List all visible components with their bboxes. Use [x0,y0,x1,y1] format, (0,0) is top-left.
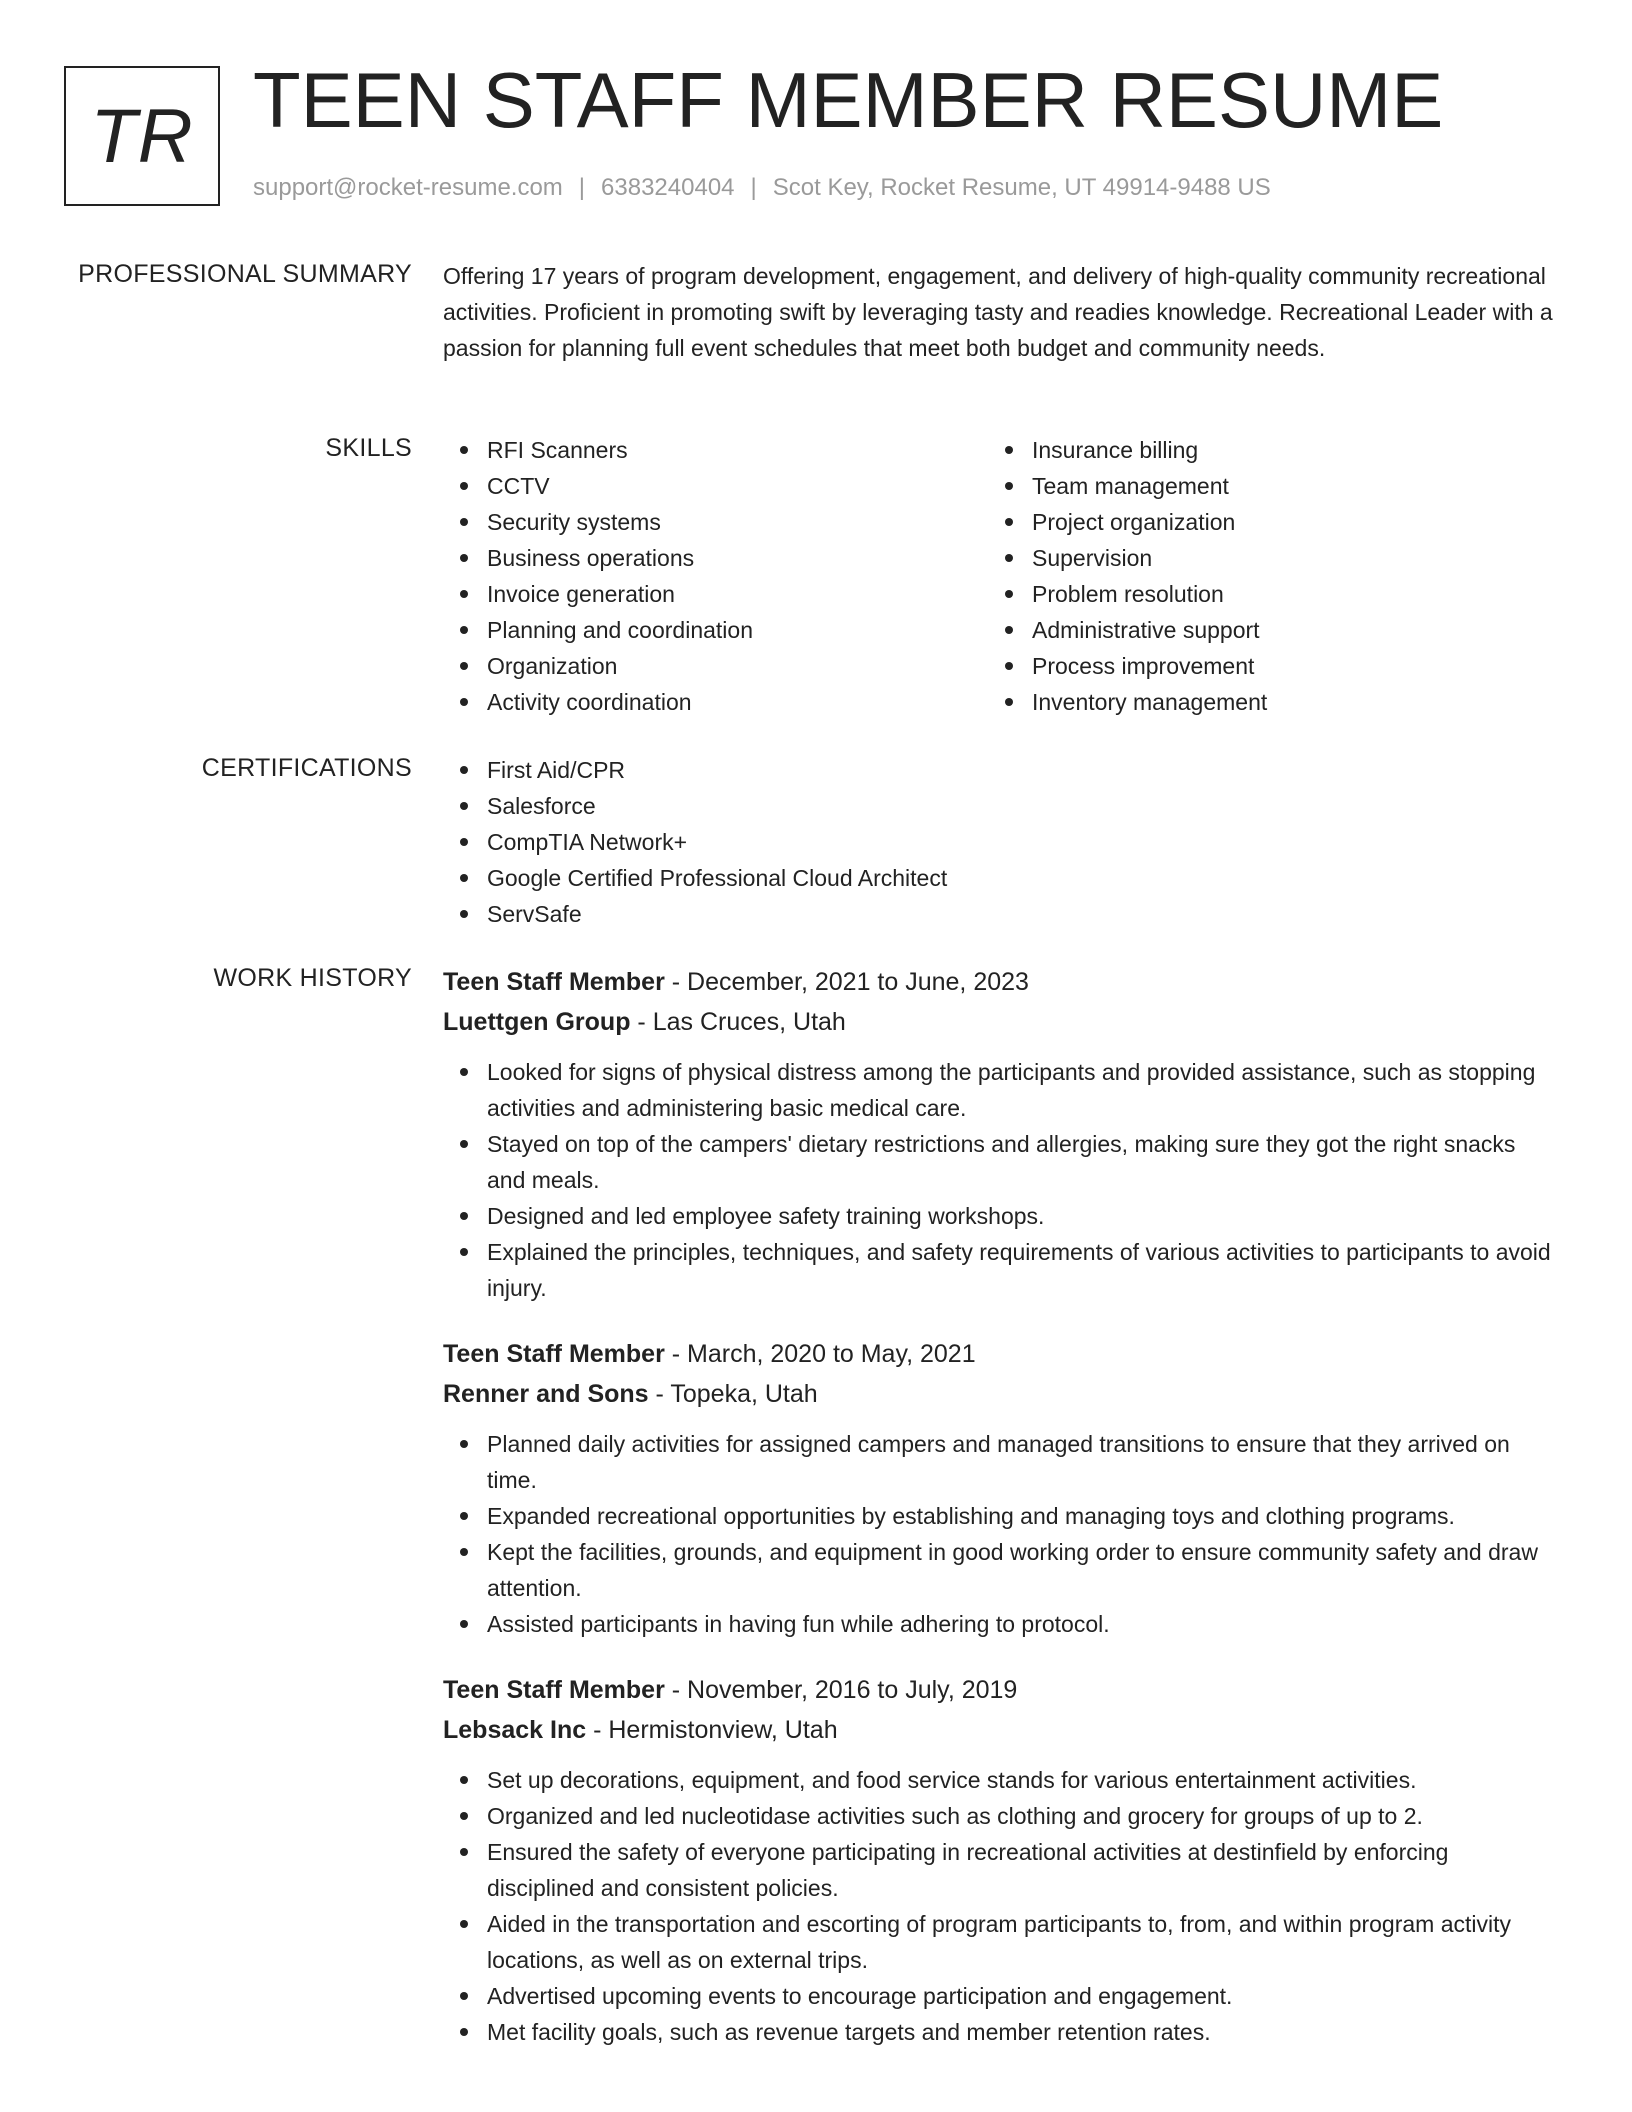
job-title-line [443,1334,1558,1374]
job-title-line [443,962,1558,1002]
job-company: Renner and Sons [443,1380,649,1408]
job-duty-item: Expanded recreational opportunities by establishing and managing toys and clothing programs. [487,1498,1558,1534]
phone-number: 6383240404 [601,174,735,201]
job-title: Teen Staff Member [443,968,665,996]
skill-item: Administrative support [1032,612,1533,648]
job-company: Lebsack Inc [443,1716,587,1744]
job-company-line [443,1002,1558,1042]
skills-column-right [988,432,1533,720]
certification-item: Google Certified Professional Cloud Architect [487,860,1558,896]
section-label-skills: SKILLS [325,434,412,462]
certification-item: First Aid/CPR [487,752,1558,788]
job-title-line [443,1670,1558,1710]
job-duty-item: Kept the facilities, grounds, and equipment in good working order to ensure community safety and draw attention. [487,1534,1558,1606]
email-link[interactable]: support@rocket-resume.com [253,174,563,201]
job-duties-list [443,1054,1558,1306]
address: Scot Key, Rocket Resume, UT 49914-9488 US [772,174,1271,201]
job-duties-list [443,1426,1558,1642]
resume-title: TEEN STAFF MEMBER RESUME [253,56,1444,144]
certification-item: CompTIA Network+ [487,824,1558,860]
job-duty-item: Advertised upcoming events to encourage participation and engagement. [487,1978,1558,2014]
skill-item: Supervision [1032,540,1533,576]
skill-item: Process improvement [1032,648,1533,684]
certifications-body [443,752,1558,932]
job-duty-item: Stayed on top of the campers' dietary restrictions and allergies, making sure they got the right snacks and meals. [487,1126,1558,1198]
job-location: - Hermistonview, Utah [586,1716,838,1744]
job-duty-item: Explained the principles, techniques, and safety requirements of various activities to participants to avoid injury. [487,1234,1558,1306]
contact-separator: | [578,174,586,201]
job-duty-item: Set up decorations, equipment, and food service stands for various entertainment activities. [487,1762,1558,1798]
job-entry [443,1670,1558,2050]
skill-item: CCTV [487,468,988,504]
skill-item: Team management [1032,468,1533,504]
job-entry [443,962,1558,1306]
job-duty-item: Aided in the transportation and escorting of program participants to, from, and within program activity locations, as well as on external trips. [487,1906,1558,1978]
job-duty-item: Designed and led employee safety training workshops. [487,1198,1558,1234]
job-company-line [443,1710,1558,1750]
certification-item: ServSafe [487,896,1558,932]
skill-item: Activity coordination [487,684,988,720]
job-duties-list [443,1762,1558,2050]
job-entry [443,1334,1558,1642]
job-title: Teen Staff Member [443,1340,665,1368]
summary-text: Offering 17 years of program development, engagement, and delivery of high-quality community recreational activities. Proficient in promoting swift by leveraging tasty and readies knowledge. Recreational Leader with a passion for planning full event schedules that meet both budget and community needs. [443,263,1553,361]
work-history-body [443,962,1558,2078]
monogram-logo: TR [64,66,220,206]
job-location: - Topeka, Utah [648,1380,818,1408]
job-company: Luettgen Group [443,1008,631,1036]
skill-item: Invoice generation [487,576,988,612]
skill-item: Planning and coordination [487,612,988,648]
section-label-summary: PROFESSIONAL SUMMARY [78,260,412,288]
job-dates: - December, 2021 to June, 2023 [664,968,1029,996]
summary-body [443,258,1558,366]
skill-item: Project organization [1032,504,1533,540]
section-label-work-history: WORK HISTORY [213,964,412,992]
job-duty-item: Met facility goals, such as revenue targets and member retention rates. [487,2014,1558,2050]
skill-item: Problem resolution [1032,576,1533,612]
job-duty-item: Organized and led nucleotidase activities such as clothing and grocery for groups of up to 2. [487,1798,1558,1834]
job-duty-item: Ensured the safety of everyone participating in recreational activities at destinfield by enforcing disciplined and consistent policies. [487,1834,1558,1906]
section-label-certifications: CERTIFICATIONS [201,754,412,782]
job-dates: - March, 2020 to May, 2021 [664,1340,976,1368]
skill-item: Business operations [487,540,988,576]
job-duty-item: Assisted participants in having fun while adhering to protocol. [487,1606,1558,1642]
skill-item: Inventory management [1032,684,1533,720]
skills-body [443,432,1558,720]
job-company-line [443,1374,1558,1414]
job-title: Teen Staff Member [443,1676,665,1704]
job-duty-item: Looked for signs of physical distress among the participants and provided assistance, such as stopping activities and administering basic medical care. [487,1054,1558,1126]
certification-item: Salesforce [487,788,1558,824]
job-location: - Las Cruces, Utah [630,1008,846,1036]
job-duty-item: Planned daily activities for assigned campers and managed transitions to ensure that they arrived on time. [487,1426,1558,1498]
skill-item: Security systems [487,504,988,540]
skill-item: Insurance billing [1032,432,1533,468]
contact-line [253,174,1271,202]
skill-item: Organization [487,648,988,684]
job-dates: - November, 2016 to July, 2019 [664,1676,1018,1704]
contact-separator: | [750,174,757,201]
skill-item: RFI Scanners [487,432,988,468]
skills-column-left [443,432,988,720]
